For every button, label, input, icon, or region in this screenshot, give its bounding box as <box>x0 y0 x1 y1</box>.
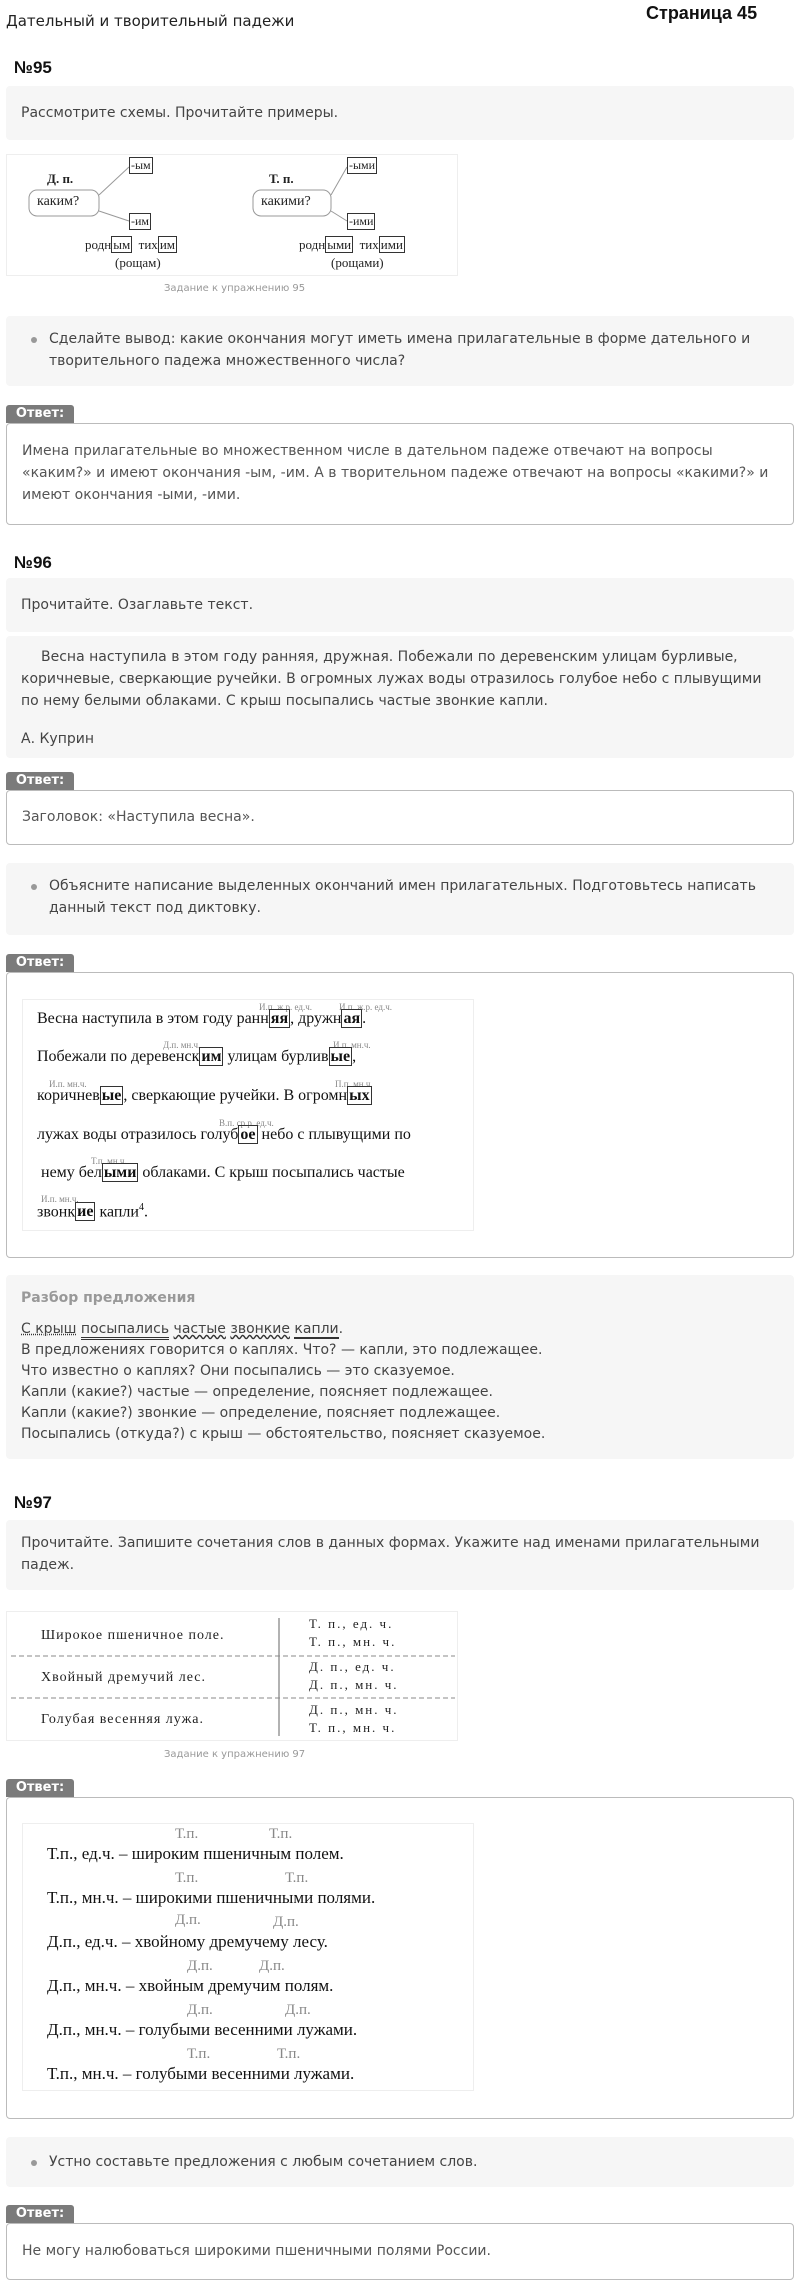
scheme-tp-noun: (рощами) <box>331 255 384 270</box>
case-tag: Д.п. <box>175 1912 201 1928</box>
exercise-96-text-body: Весна наступила в этом году ранняя, дружная. Побежали по деревенским улицам бурливые, коричневые, сверкающие ручейки. В огромных лужах воды отразилось голубое небо с плывущими по нему белыми облаками. С крыш посыпались частые звонкие капли. <box>21 649 762 709</box>
case-tag: Д.п. <box>285 2002 311 2018</box>
page-header-title: Дательный и творительный падежи <box>6 12 295 30</box>
case-tag: Д.п. <box>259 1958 285 1974</box>
exercise-96-task-text: Прочитайте. Озаглавьте текст. <box>21 597 254 613</box>
scheme-tp-label: Т. п. <box>269 171 294 186</box>
analysis-line: Капли (какие?) частые — определение, поясняет подлежащее. <box>21 1384 493 1400</box>
table-phrase: Голубая весенняя лужа. <box>41 1712 204 1727</box>
exercise-95-answer-text: Имена прилагательные во множественном числе в дательном падеже отвечают на вопросы «каким?» и имеют окончания -ым, -им. А в творительном падеже отвечают на вопросы «какими?» и имеют окончания -ыми, -ими. <box>22 443 769 503</box>
exercise-95-scheme <box>6 154 458 276</box>
table-phrase: Хвойный дремучий лес. <box>41 1670 206 1685</box>
answer-line: Д.п., мн.ч. – голубыми весенними лужами. <box>47 2020 358 2039</box>
scheme-dp-label: Д. п. <box>47 171 74 186</box>
scheme-tp-ending-1: -ыми <box>349 158 376 172</box>
exercise-96-author: А. Куприн <box>21 731 94 747</box>
tp-example-stem-2: тих <box>359 237 379 252</box>
exercise-96-answer-text: Заголовок: «Наступила весна». <box>22 809 255 825</box>
answer-line: Т.п., мн.ч. – широкими пшеничными полями. <box>47 1888 376 1907</box>
exercise-97-answer2 <box>6 2223 794 2280</box>
grammar-tag: И.п. ж.р. ед.ч. <box>259 1002 313 1012</box>
analysis-line: Посыпались (откуда?) с крыш — обстоятельство, поясняет сказуемое. <box>21 1426 546 1442</box>
exercise-95-caption: Задание к упражнению 95 <box>164 283 306 294</box>
scheme-dp-example <box>85 237 177 253</box>
scheme-tp-ending-2: -ими <box>349 214 374 228</box>
table-form: Т. п., мн. ч. <box>309 1720 397 1735</box>
answer-line: Т.п., ед.ч. – широким пшеничным полем. <box>47 1844 344 1863</box>
annotated-line-1: Весна наступила в этом году ранн яя , дружн ая . <box>37 1010 367 1027</box>
tp-example-ending-2: ими <box>380 237 403 252</box>
exercise-95-task <box>6 86 794 140</box>
answer-line: Т.п., мн.ч. – голубыми весенними лужами. <box>47 2064 355 2083</box>
exercise-97-task <box>6 1520 794 1590</box>
analysis-subject: капли <box>294 1321 339 1337</box>
annotated-line-2: Побежали по деревенск им улицам бурлив ые , <box>37 1048 357 1065</box>
grammar-tag: И.п. ж.р. ед.ч. <box>339 1002 393 1012</box>
answer-line: Д.п., мн.ч. – хвойным дремучим полям. <box>47 1976 334 1995</box>
scheme-tp-example <box>299 237 405 253</box>
scheme-arrows <box>7 155 459 277</box>
exercise-96-task <box>6 578 794 632</box>
annotated-line-4: лужах воды отразилось голуб ое небо с плывущими по <box>37 1126 411 1143</box>
analysis-line: Капли (какие?) звонкие — определение, поясняет подлежащее. <box>21 1405 501 1421</box>
table-form: Т. п., мн. ч. <box>309 1634 397 1649</box>
analysis-attribute-2: звонкие <box>230 1321 290 1337</box>
exercise-96-text <box>6 636 794 758</box>
case-tag: Т.п. <box>175 1826 199 1842</box>
page-number: Страница 45 <box>646 3 758 23</box>
exercise-97-answer-label: Ответ: <box>6 1779 74 1797</box>
exercise-97-task-text: Прочитайте. Запишите сочетания слов в данных формах. Укажите над именами прилагательными падеж. <box>21 1535 760 1573</box>
exercise-96-answer-label: Ответ: <box>6 772 74 790</box>
annotated-line-3: коричнев ые , сверкающие ручейки. В огромн ых <box>37 1087 370 1104</box>
exercise-97-table <box>6 1611 458 1741</box>
table-form: Т. п., ед. ч. <box>309 1616 394 1631</box>
grammar-tag: И.п. мн.ч. <box>41 1194 79 1204</box>
case-tag: Т.п. <box>285 1870 309 1886</box>
table-form: Д. п., ед. ч. <box>309 1659 396 1674</box>
case-tag: Д.п. <box>187 2002 213 2018</box>
dp-example-stem-2: тих <box>138 237 158 252</box>
case-tag: Т.п. <box>187 2046 211 2062</box>
tp-example-stem-1: родн <box>299 237 326 252</box>
dp-example-stem-1: родн <box>85 237 112 252</box>
exercise-95-task-text: Рассмотрите схемы. Прочитайте примеры. <box>21 105 339 121</box>
exercise-95-question-text: Сделайте вывод: какие окончания могут иметь имена прилагательные в форме дательного и творительного падежа множественного числа? <box>21 328 779 372</box>
exercise-95-number: №95 <box>14 58 52 77</box>
exercise-95-answer <box>6 423 794 525</box>
scheme-dp-ending-1: -ым <box>131 158 151 172</box>
grammar-tag: П.п. мн.ч. <box>335 1079 373 1089</box>
analysis-circumstance: С крыш <box>21 1321 77 1337</box>
exercise-95-question <box>6 316 794 386</box>
scheme-dp-question: каким? <box>37 194 80 209</box>
exercise-97-answer-scan <box>22 1823 474 2091</box>
exercise-96-answer <box>6 790 794 845</box>
exercise-97-number: №97 <box>14 1493 52 1512</box>
scheme-dp-noun: (рощам) <box>115 255 161 270</box>
case-tag: Т.п. <box>175 1870 199 1886</box>
exercise-96-answer2-label: Ответ: <box>6 954 74 972</box>
analysis-predicate: посыпались <box>81 1321 169 1340</box>
analysis-line: В предложениях говорится о каплях. Что? — капли, это подлежащее. <box>21 1342 543 1358</box>
grammar-tag: И.п. мн.ч. <box>333 1040 371 1050</box>
case-tag: Т.п. <box>277 2046 301 2062</box>
tp-example-ending-1: ыми <box>327 237 352 252</box>
dp-example-ending-2: им <box>159 237 175 252</box>
case-tag: Т.п. <box>269 1826 293 1842</box>
exercise-97-question-text: Устно составьте предложения с любым сочетанием слов. <box>21 2151 779 2173</box>
grammar-tag: И.п. мн.ч. <box>49 1079 87 1089</box>
table-form: Д. п., мн. ч. <box>309 1677 399 1692</box>
analysis-attribute-1: частые <box>173 1321 226 1337</box>
exercise-97-question <box>6 2137 794 2187</box>
exercise-97-answer2-text: Не могу налюбоваться широкими пшеничными полями России. <box>22 2243 491 2259</box>
grammar-tag: В.п. ср.р. ед.ч. <box>219 1118 274 1128</box>
sentence-analysis <box>6 1275 794 1459</box>
case-tag: Д.п. <box>273 1914 299 1930</box>
analysis-line: Что известно о каплях? Они посыпались — это сказуемое. <box>21 1363 455 1379</box>
exercise-96-question-text: Объясните написание выделенных окончаний имен прилагательных. Подготовьтесь написать данный текст под диктовку. <box>21 875 779 919</box>
exercise-97-answer2-label: Ответ: <box>6 2205 74 2223</box>
exercise-95-answer-label: Ответ: <box>6 405 74 423</box>
table-form: Д. п., мн. ч. <box>309 1702 399 1717</box>
annotated-line-6: звонк ие капли$^4$. <box>37 1202 148 1221</box>
grammar-tag: Т.п. мн.ч. <box>91 1156 127 1166</box>
exercise-96-annotated-text <box>22 999 474 1231</box>
exercise-96-question <box>6 863 794 935</box>
annotated-line-5: нему бел ыми облаками. С крыш посыпались частые <box>41 1164 405 1181</box>
scheme-tp-question: какими? <box>261 194 311 209</box>
exercise-96-number: №96 <box>14 553 52 572</box>
exercise-97-caption: Задание к упражнению 97 <box>164 1749 306 1760</box>
sentence-analysis-title: Разбор предложения <box>21 1290 196 1306</box>
answer-line: Д.п., ед.ч. – хвойному дремучему лесу. <box>47 1932 328 1951</box>
grammar-tag: Д.п. мн.ч. <box>163 1040 201 1050</box>
case-tag: Д.п. <box>187 1958 213 1974</box>
analysis-sentence: С крыш посыпались частые звонкие капли. <box>21 1319 779 1340</box>
dp-example-ending-1: ым <box>113 237 131 252</box>
scheme-dp-ending-2: -им <box>131 214 150 228</box>
table-phrase: Широкое пшеничное поле. <box>41 1628 225 1643</box>
